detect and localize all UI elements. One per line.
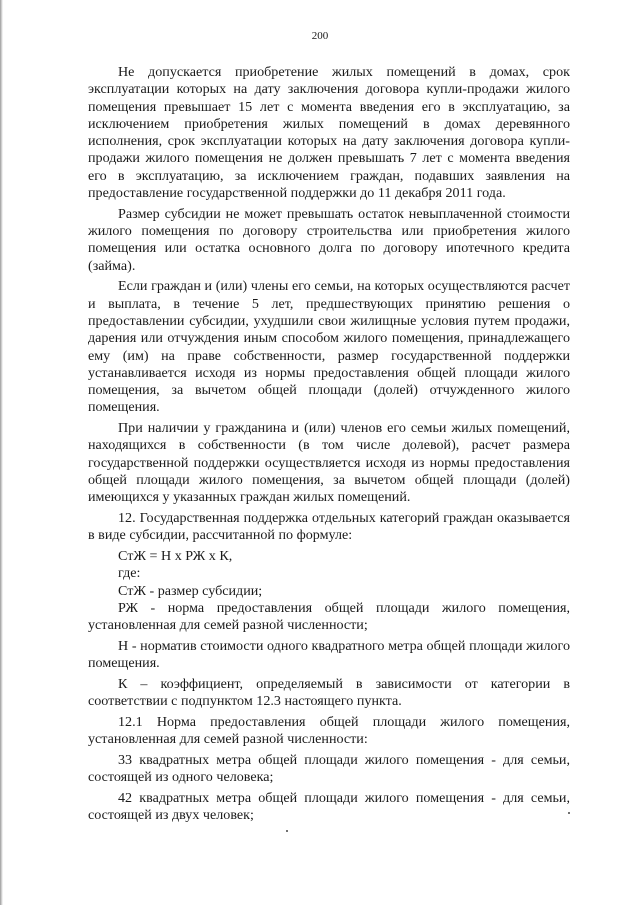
document-body — [88, 64, 570, 828]
norm-one-person: 33 квадратных метра общей площади жилого помещения - для семьи, состоящей из одного человека; — [88, 751, 570, 786]
formula-def-k: К – коэффициент, определяемый в зависимости от категории в соответствии с подпунктом 12.3 настоящего пункта. — [88, 675, 570, 710]
paragraph-age-restriction: Не допускается приобретение жилых помещений в домах, срок эксплуатации которых на дату заключения договора купли-продажи жилого помещения превышает 15 лет с момента введения его в эксплуатацию, за исключением приобретения жилых помещений в домах деревянного исполнения, срок эксплуатации которых на дату заключения договора купли-продажи жилого помещения не должен превышать 7 лет с момента введения его в эксплуатацию, за исключением граждан, подавших заявления на предоставление государственной поддержки до 11 декабря 2011 года. — [88, 64, 570, 202]
scan-speck — [286, 830, 288, 832]
paragraph-worsened-conditions: Если граждан и (или) члены его семьи, на которых осуществляются расчет и выплата, в течение 5 лет, предшествующих принятию решения о предоставлении субсидии, ухудшили свои жилищные условия путем продажи, дарения или отчуждения иным способом жилого помещения, принадлежащего ему (им) на праве собственности, размер государственной поддержки устанавливается исходя из нормы предоставления общей площади жилого помещения, за вычетом общей площади (долей) отчужденного жилого помещения. — [88, 278, 570, 416]
formula-def-stzh: СтЖ - размер субсидии; — [118, 582, 263, 599]
formula: СтЖ = Н х РЖ х К, — [118, 547, 233, 564]
paragraph-owned-housing: При наличии у гражданина и (или) членов его семьи жилых помещений, находящихся в собственности (в том числе долевой), расчет размера государственной поддержки осуществляется исходя из нормы предоставления общей площади жилого помещения, за вычетом общей площади (долей) имеющихся у указанных граждан жилых помещений. — [88, 420, 570, 506]
scan-edge — [0, 0, 3, 905]
paragraph-item-12: 12. Государственная поддержка отдельных категорий граждан оказывается в виде субсидии, рассчитанной по формуле: — [88, 509, 570, 544]
norm-two-persons: 42 квадратных метра общей площади жилого помещения - для семьи, состоящей из двух человек; — [88, 789, 570, 824]
formula-def-n: Н - норматив стоимости одного квадратного метра общей площади жилого помещения. — [88, 637, 570, 672]
page-number: 200 — [311, 30, 329, 42]
scan-speck — [568, 812, 570, 814]
paragraph-subsidy-limit: Размер субсидии не может превышать остаток невыплаченной стоимости жилого помещения по договору строительства или приобретения жилого помещения или остатка основного долга по договору ипотечного кредита (займа). — [88, 205, 570, 274]
formula-def-rzh: РЖ - норма предоставления общей площади жилого помещения, установленная для семей разной численности; — [88, 599, 570, 634]
paragraph-item-12-1: 12.1 Норма предоставления общей площади жилого помещения, установленная для семей разной численности: — [88, 713, 570, 748]
formula-where: где: — [118, 565, 141, 582]
